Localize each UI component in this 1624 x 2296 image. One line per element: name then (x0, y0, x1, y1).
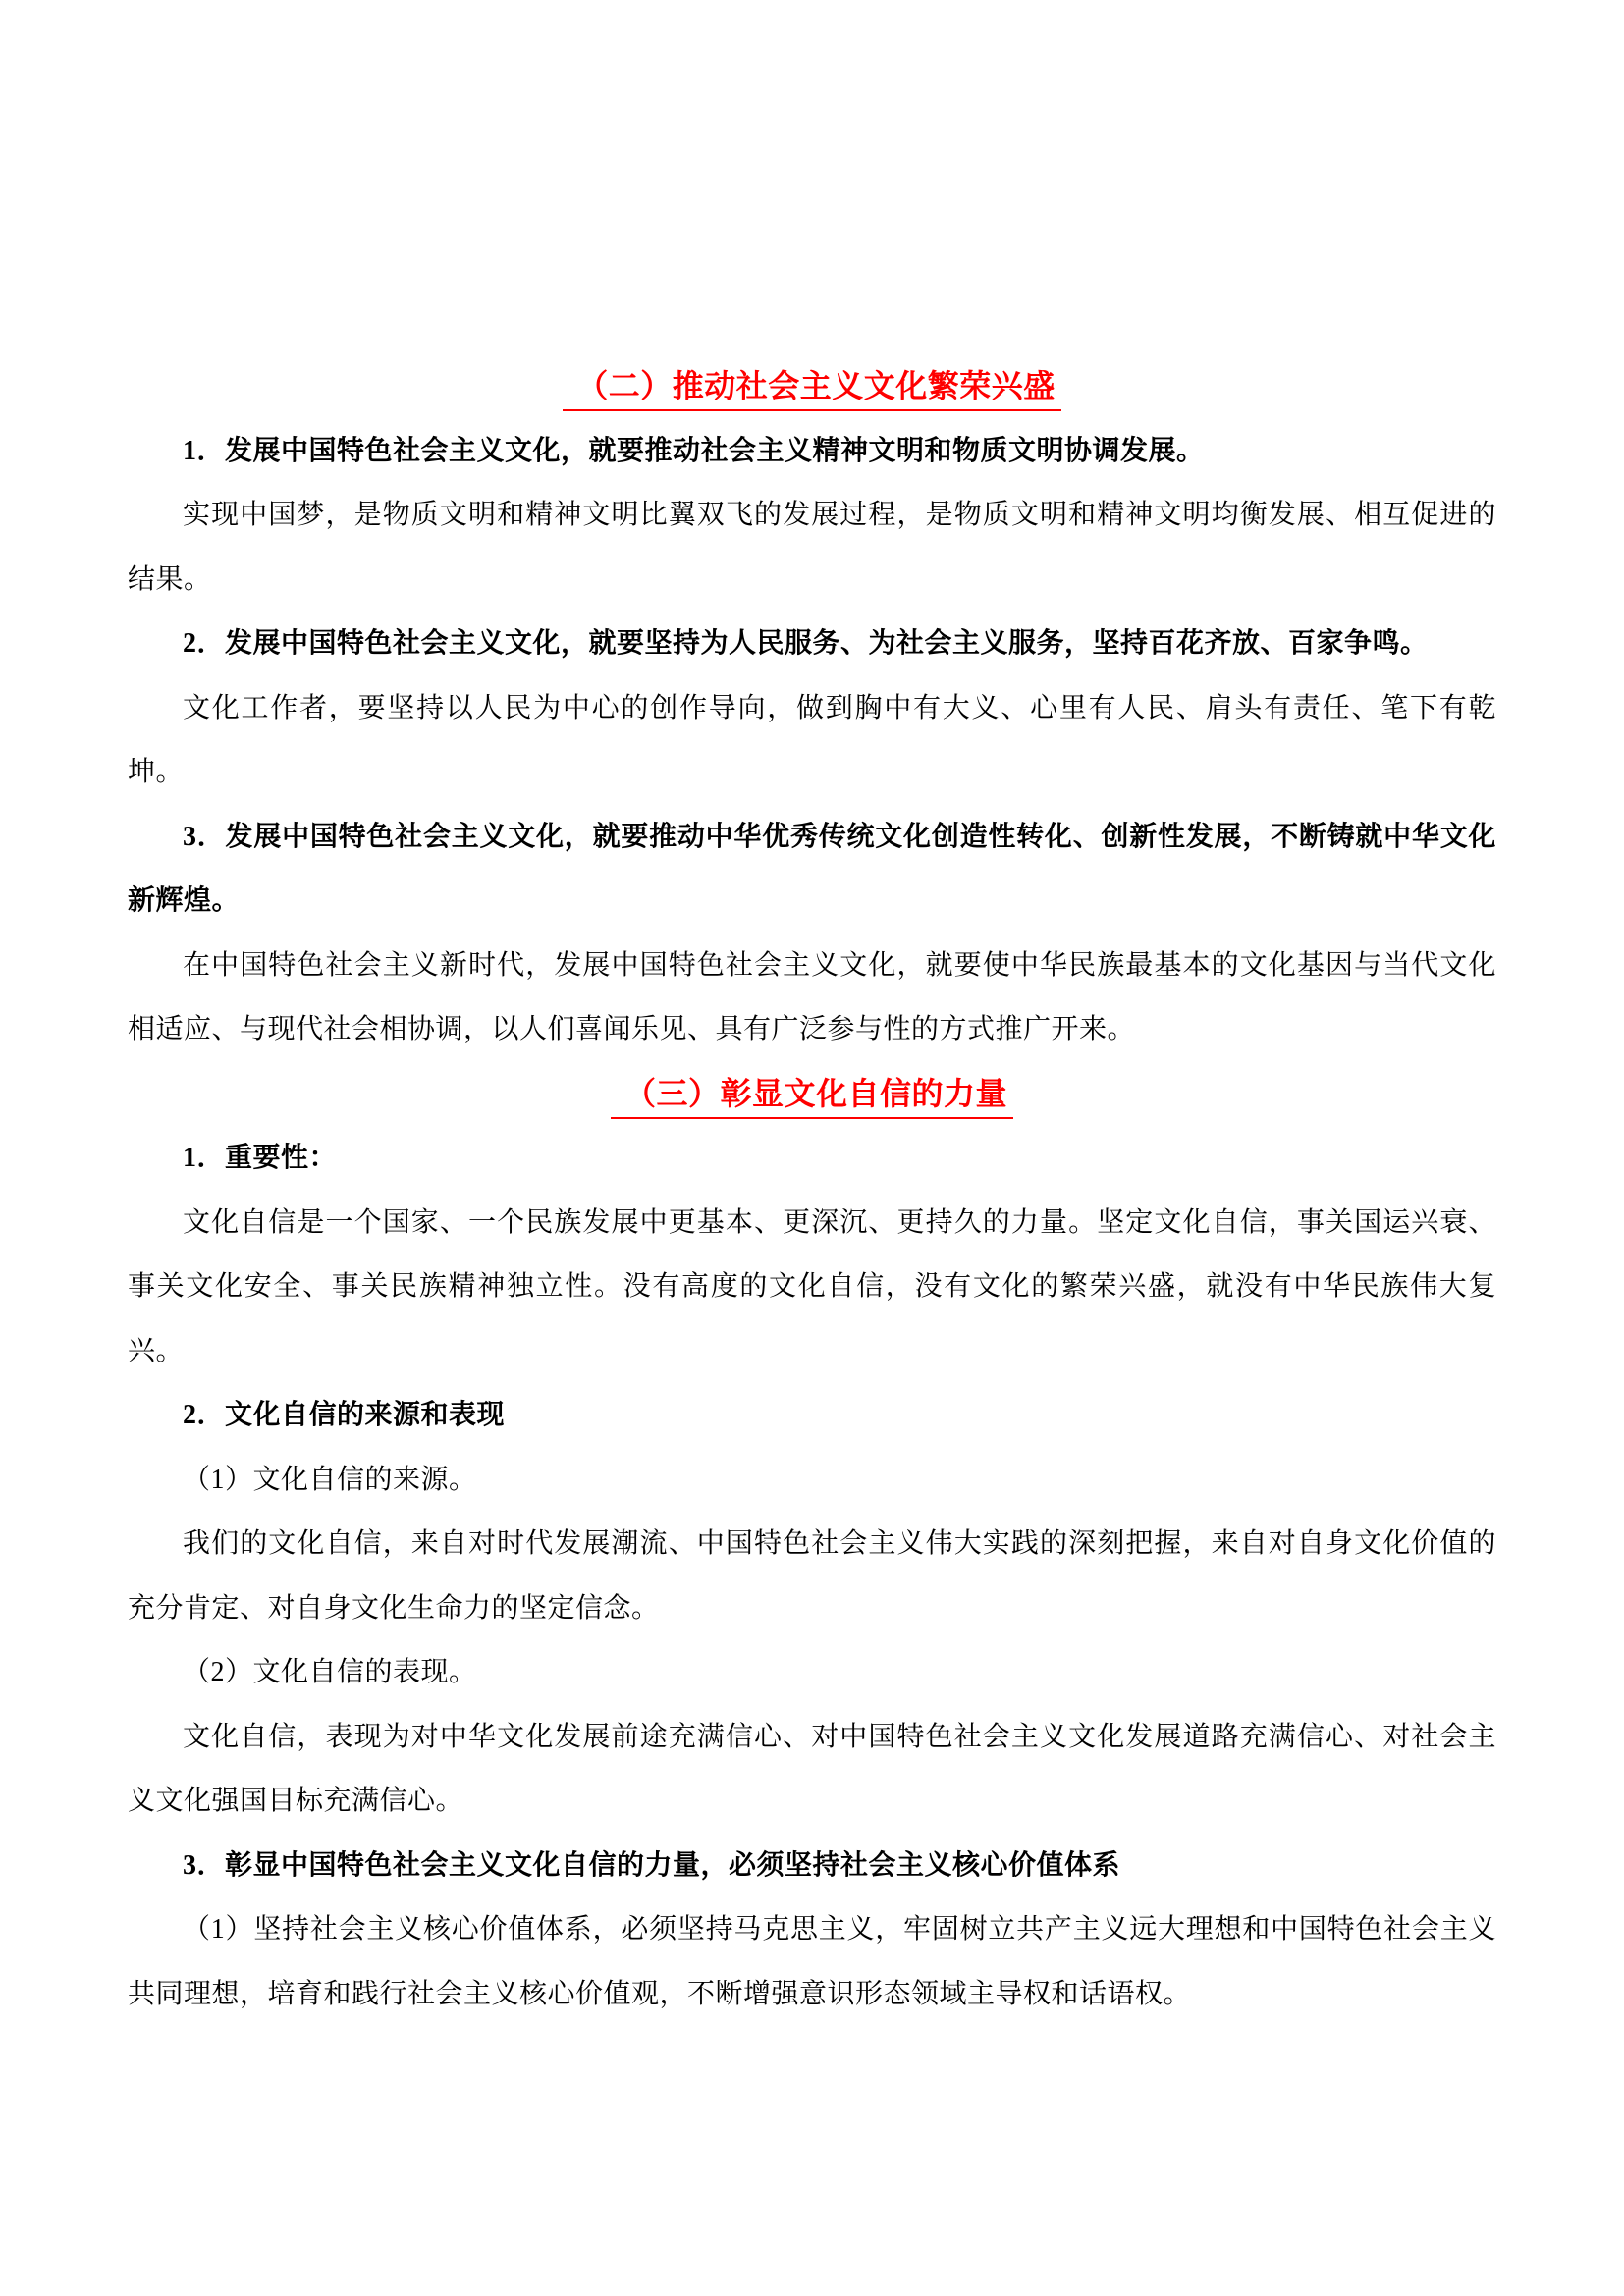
bold-point-paragraph: 3．发展中国特色社会主义文化，就要推动中华优秀传统文化创造性转化、创新性发展，不断铸就中华文化新辉煌。 (128, 821, 1496, 916)
body-paragraph: 文化工作者，要坚持以人民为中心的创作导向，做到胸中有大义、心里有人民、肩头有责任、笔下有乾坤。 (128, 692, 1496, 787)
document-content (128, 354, 1496, 2026)
bold-point-paragraph: 2．文化自信的来源和表现 (183, 1400, 506, 1430)
body-paragraph: 在中国特色社会主义新时代，发展中国特色社会主义文化，就要使中华民族最基本的文化基因与当代文化相适应、与现代社会相协调，以人们喜闻乐见、具有广泛参与性的方式推广开来。 (128, 949, 1496, 1044)
bold-point-paragraph: 1．发展中国特色社会主义文化，就要推动社会主义精神文明和物质文明协调发展。 (183, 435, 1205, 466)
body-paragraph: （1）坚持社会主义核心价值体系，必须坚持马克思主义，牢固树立共产主义远大理想和中国特色社会主义共同理想，培育和践行社会主义核心价值观，不断增强意识形态领域主导权和话语权。 (128, 1914, 1496, 2009)
body-paragraph: 文化自信是一个国家、一个民族发展中更基本、更深沉、更持久的力量。坚定文化自信，事关国运兴衰、事关文化安全、事关民族精神独立性。没有高度的文化自信，没有文化的繁荣兴盛，就没有中华民族伟大复兴。 (128, 1206, 1496, 1366)
bold-point-paragraph: 2．发展中国特色社会主义文化，就要坚持为人民服务、为社会主义服务，坚持百花齐放、百家争鸣。 (183, 628, 1429, 659)
body-paragraph: 实现中国梦，是物质文明和精神文明比翼双飞的发展过程，是物质文明和精神文明均衡发展、相互促进的结果。 (128, 500, 1496, 595)
section-heading (128, 1062, 1496, 1127)
body-paragraph: （1）文化自信的来源。 (183, 1464, 477, 1495)
body-paragraph: 我们的文化自信，来自对时代发展潮流、中国特色社会主义伟大实践的深刻把握，来自对自身文化价值的充分肯定、对自身文化生命力的坚定信念。 (128, 1528, 1496, 1624)
body-paragraph: （2）文化自信的表现。 (183, 1657, 477, 1687)
section-heading (128, 354, 1496, 419)
bold-point-paragraph: 1．重要性： (183, 1143, 338, 1173)
section-heading-text: （二）推动社会主义文化繁荣兴盛 (563, 364, 1061, 411)
bold-point-paragraph: 3．彰显中国特色社会主义文化自信的力量，必须坚持社会主义核心价值体系 (183, 1849, 1121, 1881)
body-paragraph: 文化自信，表现为对中华文化发展前途充满信心、对中国特色社会主义文化发展道路充满信心、对社会主义文化强国目标充满信心。 (128, 1721, 1496, 1816)
section-heading-text: （三）彰显文化自信的力量 (611, 1072, 1013, 1119)
